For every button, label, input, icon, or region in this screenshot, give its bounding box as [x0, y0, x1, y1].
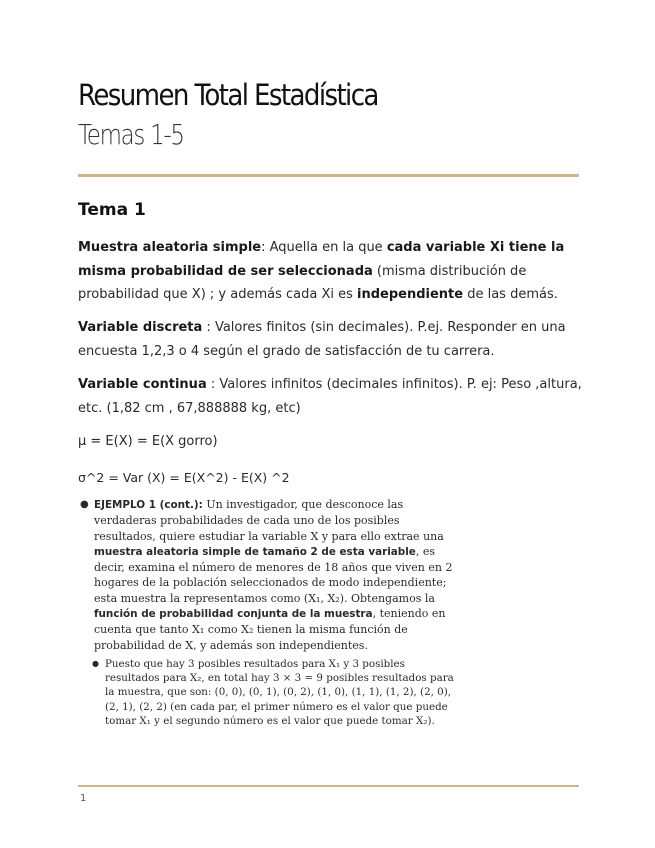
bullet-icon: ●	[92, 658, 99, 668]
bold-span: independiente	[357, 287, 464, 302]
embedded-example-image	[80, 497, 460, 728]
document-title: Resumen Total Estadística	[78, 78, 378, 112]
bold-span: muestra aleatoria simple de tamaño 2 de esta variable	[94, 545, 416, 558]
text-span: , teniendo en cuenta que tanto X₁ como X₂ tienen la misma función de probabilidad de X, y además son independientes.	[94, 607, 446, 652]
header-divider	[78, 174, 579, 177]
term-variable-continua: Variable continua	[78, 377, 207, 392]
example-sub-bullet	[92, 657, 460, 728]
text-span: de las demás.	[463, 287, 558, 302]
bold-span: función de probabilidad conjunta de la muestra	[94, 608, 373, 621]
example-heading: EJEMPLO 1 (cont.):	[94, 499, 203, 511]
formula-sigma: σ^2 = Var (X) = E(X^2) - E(X) ^2	[78, 470, 290, 485]
term-muestra-aleatoria: Muestra aleatoria simple	[78, 240, 262, 255]
sub-bullet-text: Puesto que hay 3 posibles resultados para X₁ y 3 posibles resultados para X₂, en total hay 3 × 3 = 9 posibles resultados para la muestra, que son: (0, 0), (0, 1), (0, 2), (1, 0), (1, 1), (1, 2), (2, 0), (2, 1), (2, 2) (en cada par, el primer número es el valor que puede tomar X₁ y el segundo número es el valor que puede tomar X₂).	[105, 657, 454, 727]
text-span: , es decir, examina el número de menores de 18 años que viven en 2 hogares de la población seleccionados de modo independiente; esta muestra la representamos como (X₁, X₂). Obtengamos la	[94, 544, 453, 605]
page-number: 1	[80, 793, 87, 804]
paragraph-muestra-aleatoria	[78, 236, 583, 307]
formula-mu: μ = E(X) = E(X gorro)	[78, 434, 218, 449]
bold-span: cada variable Xi tiene la misma probabilidad de ser seleccionada	[78, 240, 565, 279]
text-span: (misma distribución de probabilidad que X) ; y además cada Xi es	[78, 263, 527, 302]
bullet-icon: ●	[80, 499, 89, 510]
paragraph-variable-continua	[78, 373, 583, 420]
section-heading: Tema 1	[78, 200, 146, 220]
footer-divider	[78, 785, 579, 787]
document-subtitle: Temas 1-5	[78, 118, 184, 151]
text-span: Un investigador, que desconoce las verdaderas probabilidades de cada uno de los posibles resultados, quiere estudiar la variable X y para ello extrae una	[94, 498, 444, 543]
text-span: : Valores finitos (sin decimales). P.ej. Responder en una encuesta 1,2,3 o 4 según el grado de satisfacción de tu carrera.	[78, 320, 566, 359]
text-span: : Aquella en la que	[261, 240, 387, 255]
text-span: : Valores infinitos (decimales infinitos). P. ej: Peso ,altura, etc. (1,82 cm , 67,888888 kg, etc)	[78, 377, 582, 416]
term-variable-discreta: Variable discreta	[78, 320, 203, 335]
paragraph-variable-discreta	[78, 316, 583, 363]
example-text	[94, 497, 460, 653]
example-bullet	[80, 497, 460, 653]
